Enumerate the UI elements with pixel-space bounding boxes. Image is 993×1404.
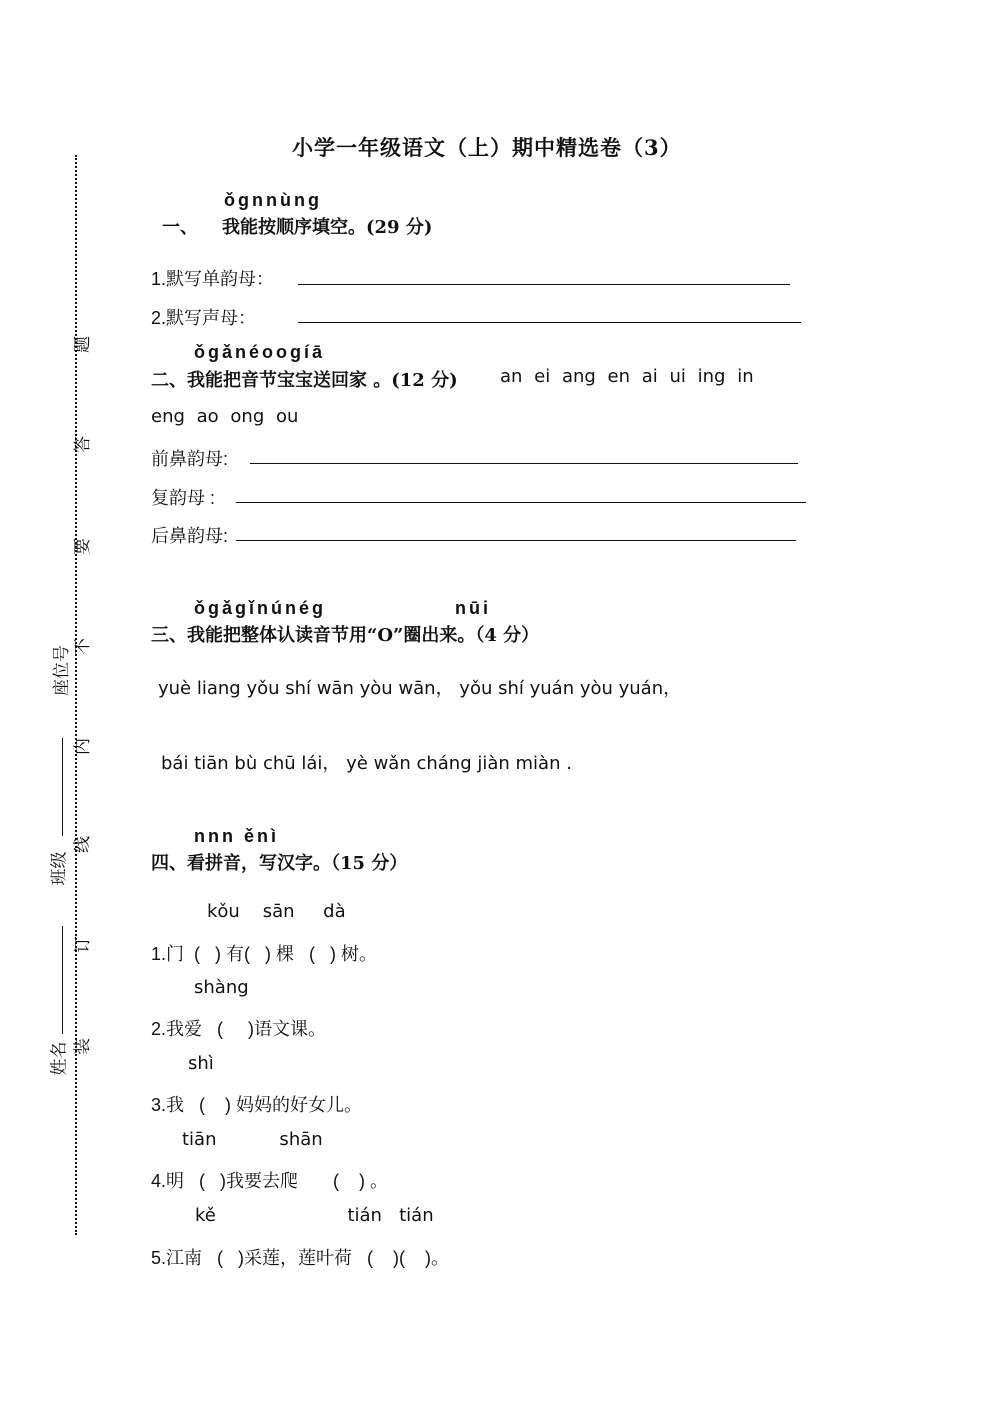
page-title: 小学一年级语文（上）期中精选卷（3） — [292, 135, 682, 160]
section3-line1: yuè liang yǒu shí wān yòu wān， yǒu shí yuán yòu yuán， — [158, 678, 682, 699]
q4-pinyin: tiān shān — [182, 1129, 323, 1150]
section1-pinyin: ǒgnnùng — [224, 190, 322, 210]
q2-pinyin: shàng — [194, 977, 249, 998]
q5-pinyin: kě tián tián — [195, 1205, 434, 1226]
section2-syllables-line1: an ei ang en ai ui ing in — [500, 366, 754, 387]
section2-heading: 二、我能把音节宝宝送回家 。(12 分) — [151, 370, 458, 391]
section1-number: 一、 — [162, 217, 198, 238]
front-nasal-label: 前鼻韵母: — [151, 449, 229, 469]
section3-pinyin-b: nūi — [455, 598, 491, 618]
front-nasal-answer-line[interactable] — [250, 463, 798, 464]
seat-number-label: 座位号 — [52, 645, 72, 696]
section1-q1-label: 1.默写单韵母： — [151, 269, 275, 289]
compound-final-label: 复韵母 : — [151, 488, 216, 508]
section1-q2-label: 2.默写声母： — [151, 308, 257, 328]
q4-sentence: 4.明 ( )我要去爬 ( ) 。 — [151, 1171, 389, 1191]
name-label: 姓名 — [49, 1041, 70, 1076]
back-nasal-answer-line[interactable] — [236, 540, 796, 541]
back-nasal-label: 后鼻韵母: — [151, 526, 229, 546]
compound-final-answer-line[interactable] — [236, 502, 806, 503]
q3-sentence: 3.我 ( ) 妈妈的好女儿。 — [151, 1095, 363, 1115]
section2-syllables-line2: eng ao ong ou — [151, 406, 299, 427]
q1-pinyin: kǒu sān dà — [207, 901, 346, 922]
q5-sentence: 5.江南 ( )采莲，莲叶荷 ( )( )。 — [151, 1248, 449, 1268]
seal-char-yao: 要 — [73, 538, 93, 555]
q2-sentence: 2.我爱 ( )语文课。 — [151, 1019, 327, 1039]
section2-pinyin: ǒgǎnéoogíā — [194, 342, 326, 362]
class-fill-line — [62, 738, 63, 836]
q3-pinyin: shì — [188, 1053, 214, 1074]
section3-pinyin-a: ǒgǎgǐnúnég — [194, 598, 326, 618]
seal-char-xian: 线 — [73, 836, 93, 853]
section1-q1-answer-line[interactable] — [298, 284, 790, 285]
binding-dotted-line — [75, 155, 77, 1235]
seal-char-zhuang: 装 — [73, 1038, 93, 1055]
name-fill-line — [62, 926, 63, 1034]
section1-q2-answer-line[interactable] — [298, 322, 801, 323]
section4-pinyin: nnn ěnì — [194, 826, 279, 846]
seal-char-da: 答 — [73, 436, 93, 453]
q1-sentence: 1.门 ( ) 有( ) 棵 ( ) 树。 — [151, 944, 377, 964]
section3-line2: bái tiān bù chū lái， yè wǎn cháng jiàn miàn . — [161, 753, 572, 774]
section1-heading: 我能按顺序填空。(29 分) — [222, 217, 433, 238]
seal-char-ding: 订 — [73, 936, 93, 953]
seal-char-nei: 内 — [73, 738, 93, 755]
seal-char-bu: 不 — [73, 638, 93, 655]
section4-heading: 四、看拼音，写汉字。（15 分） — [151, 853, 408, 874]
section3-heading: 三、我能把整体认读音节用“O”圈出来。（4 分） — [151, 625, 540, 646]
seal-char-ti: 题 — [73, 336, 93, 353]
class-label: 班级 — [49, 851, 70, 886]
